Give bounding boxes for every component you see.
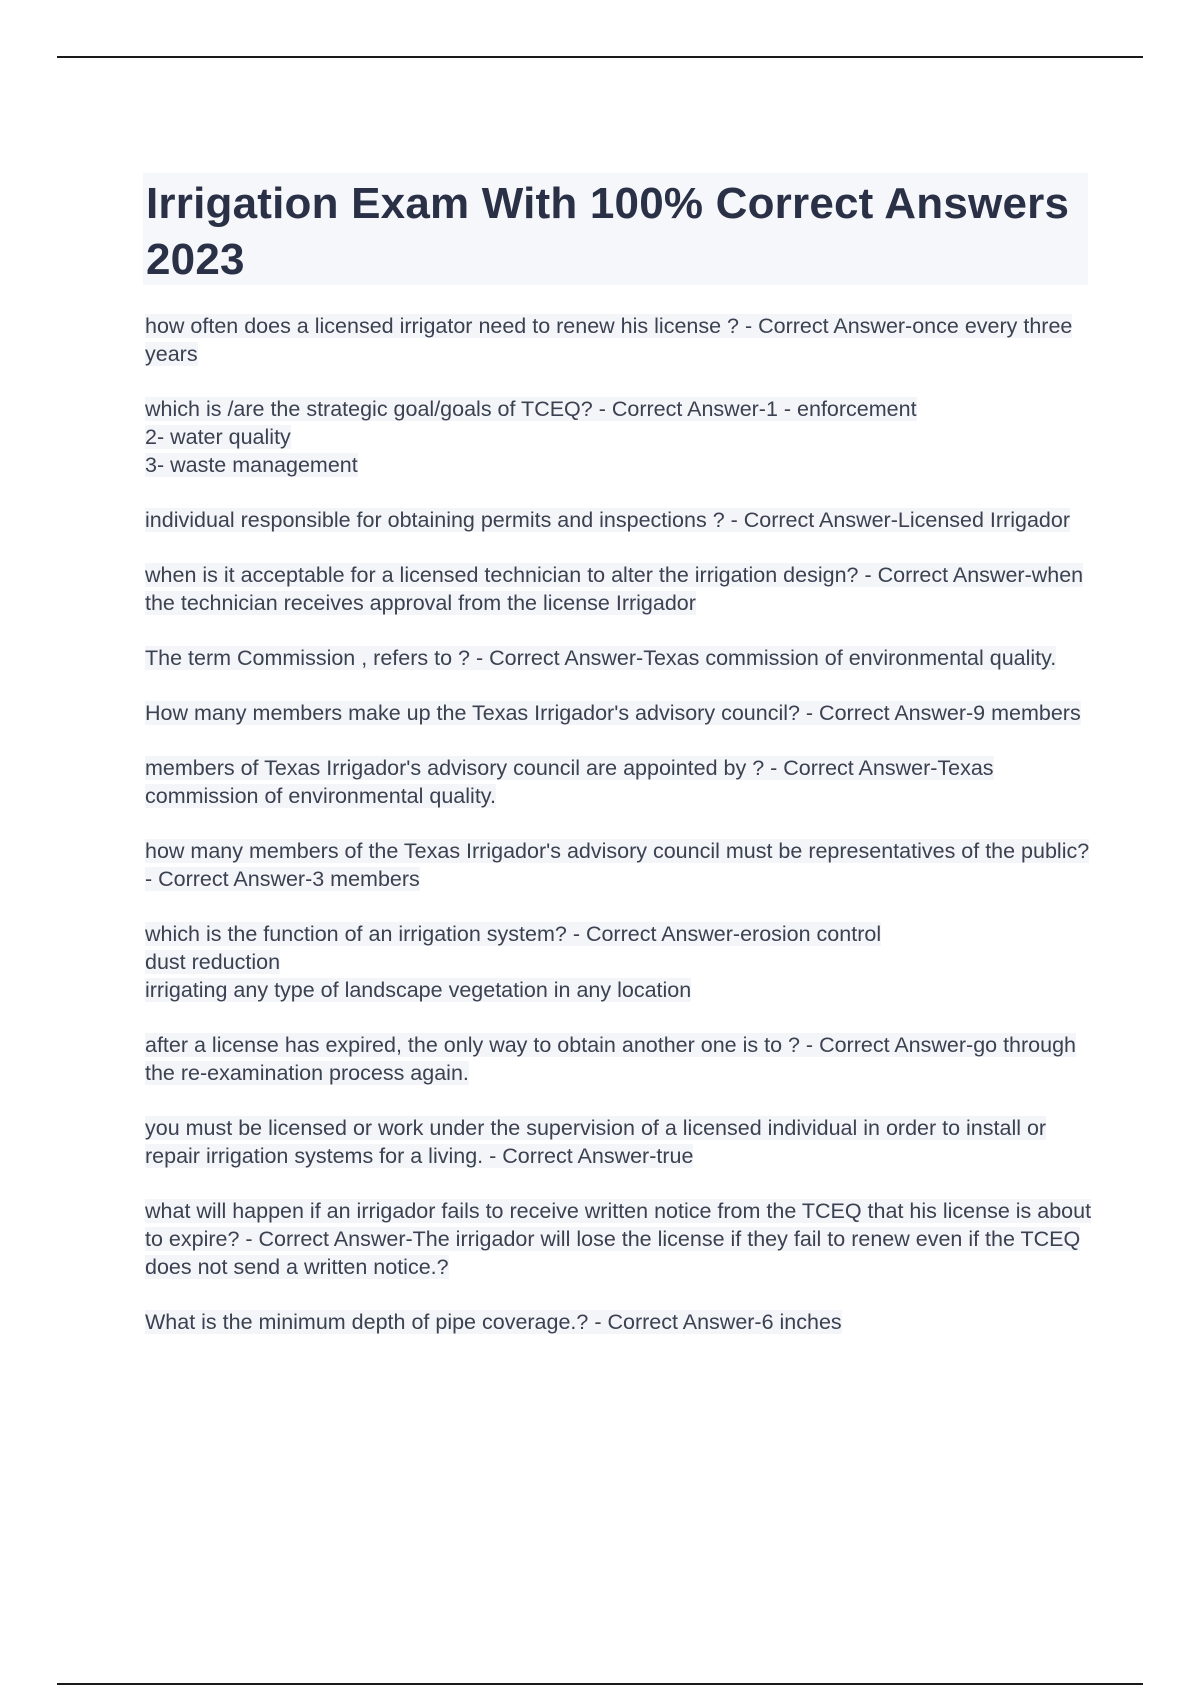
qa-text: The term Commission , refers to ? - Correct Answer-Texas commission of environmental quality. — [145, 646, 1057, 670]
qa-text: What is the minimum depth of pipe coverage.? - Correct Answer-6 inches — [145, 1310, 842, 1334]
qa-item — [145, 561, 1095, 617]
qa-item — [145, 920, 1095, 1004]
qa-item — [145, 506, 1095, 534]
qa-item — [145, 312, 1095, 368]
qa-text: after a license has expired, the only way to obtain another one is to ? - Correct Answer-go through the re-examination process again. — [145, 1033, 1076, 1085]
qa-item — [145, 1308, 1095, 1336]
qa-item — [145, 644, 1095, 672]
top-rule — [57, 56, 1143, 58]
qa-list — [145, 312, 1095, 1363]
qa-item — [145, 837, 1095, 893]
page-title: Irrigation Exam With 100% Correct Answers 2023 — [146, 179, 1070, 284]
qa-text: individual responsible for obtaining permits and inspections ? - Correct Answer-Licensed Irrigador — [145, 508, 1070, 532]
bottom-rule — [57, 1683, 1143, 1685]
qa-item — [145, 395, 1095, 479]
qa-text: which is the function of an irrigation system? - Correct Answer-erosion control dust reduction irrigating any type of landscape vegetation in any location — [145, 922, 882, 1002]
qa-text: how many members of the Texas Irrigador's advisory council must be representatives of the public? - Correct Answer-3 members — [145, 839, 1090, 891]
qa-text: How many members make up the Texas Irrigador's advisory council? - Correct Answer-9 members — [145, 701, 1081, 725]
qa-item — [145, 1031, 1095, 1087]
qa-text: when is it acceptable for a licensed technician to alter the irrigation design? - Correct Answer-when the technician receives approval from the license Irrigador — [145, 563, 1084, 615]
qa-text: which is /are the strategic goal/goals of TCEQ? - Correct Answer-1 - enforcement 2- water quality 3- waste management — [145, 397, 917, 477]
qa-text: members of Texas Irrigador's advisory council are appointed by ? - Correct Answer-Texas commission of environmental quality. — [145, 756, 994, 808]
qa-text: you must be licensed or work under the supervision of a licensed individual in order to install or repair irrigation systems for a living. - Correct Answer-true — [145, 1116, 1047, 1168]
qa-item — [145, 754, 1095, 810]
qa-text: how often does a licensed irrigator need to renew his license ? - Correct Answer-once every three years — [145, 314, 1073, 366]
title-block — [143, 173, 1088, 285]
qa-item — [145, 1197, 1095, 1281]
qa-text: what will happen if an irrigador fails to receive written notice from the TCEQ that his license is about to expire? - Correct Answer-The irrigador will lose the license if they fail to renew even if the TCEQ does not send a written notice.? — [145, 1199, 1092, 1279]
qa-item — [145, 699, 1095, 727]
qa-item — [145, 1114, 1095, 1170]
